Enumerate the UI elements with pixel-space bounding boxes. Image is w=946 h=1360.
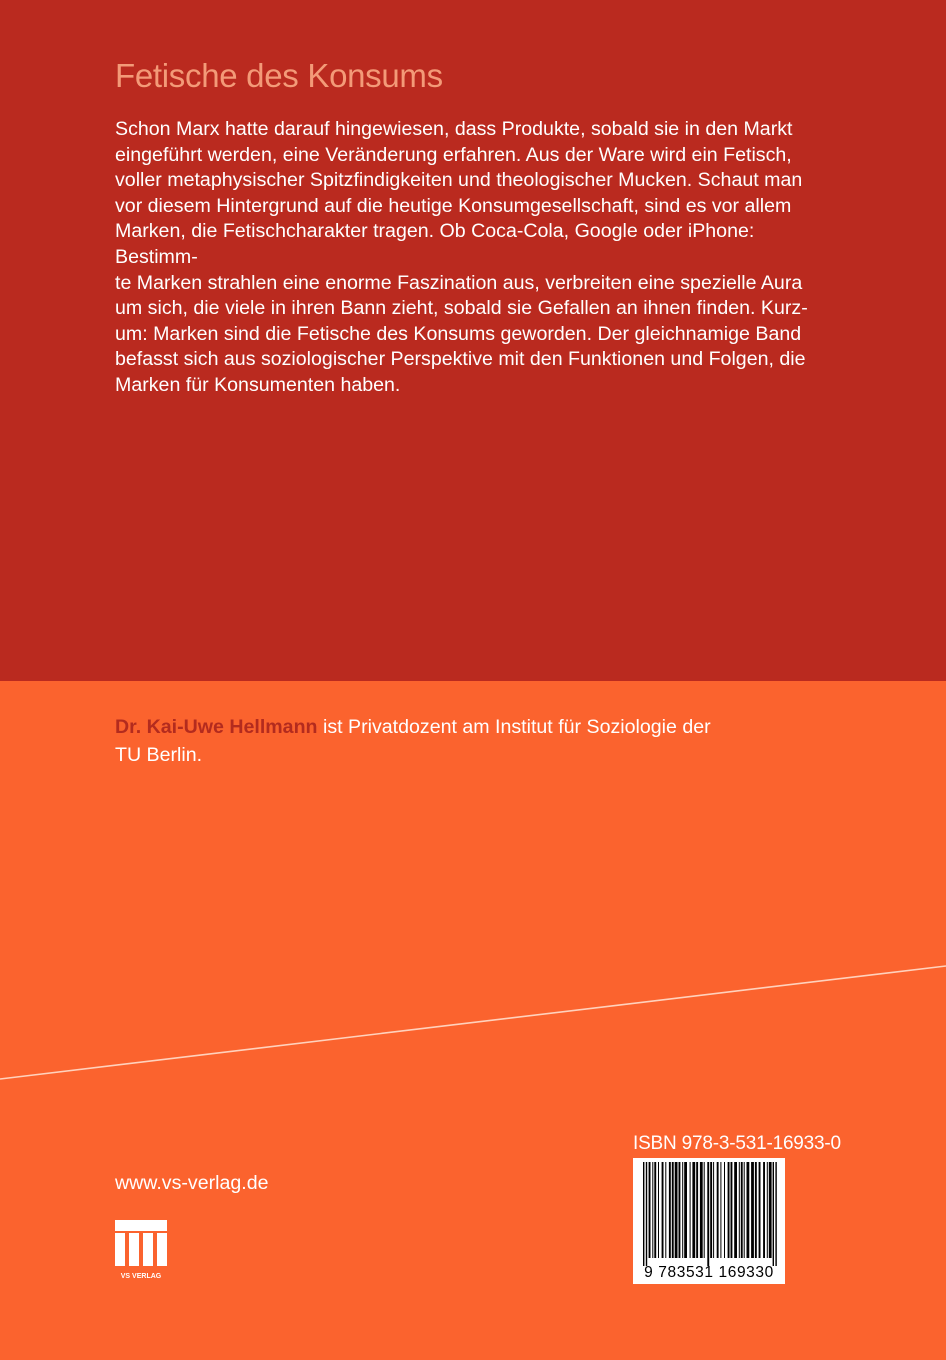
barcode-bar (769, 1162, 772, 1258)
barcode-bar (643, 1162, 644, 1266)
book-description: Schon Marx hatte darauf hingewiesen, dass Produkte, sobald sie in den Markt eingeführt werden, eine Veränderung erfahren. Aus der Ware wird ein Fetisch, voller metaphysischer Spitzfindigkeiten und theologischer Mucken. Schaut man vor diesem Hintergrund auf die heutige Konsumgesellschaft, sind es vor allem Marken, die Fetischcharakter tragen. Ob Coca-Cola, Google oder iPhone: Bestimm- te Marken strahlen eine enorme Faszination aus, verbreiten eine spezielle Aura um sich, die viele in ihren Bann zieht, sobald sie Gefallen an ihnen finden. Kurz- um: Marken sind die Fetische des Konsums geworden. Der gleichnamige Band befasst sich aus soziologischer Perspektive mit den Funktionen und Folgen, die Marken für Konsumenten haben. (115, 118, 808, 396)
barcode-bar (682, 1162, 683, 1258)
author-name: Dr. Kai-Uwe Hellmann (115, 716, 318, 738)
barcode-bar (658, 1162, 659, 1258)
publisher-website: www.vs-verlag.de (115, 1172, 269, 1194)
barcode-bar (717, 1162, 719, 1258)
barcode-bar (690, 1162, 691, 1258)
barcode-bar (652, 1162, 653, 1258)
vs-verlag-logo-text: VS VERLAG (120, 1273, 162, 1280)
barcode-bar (773, 1162, 774, 1266)
barcode-bar (684, 1162, 687, 1258)
isbn-label: ISBN 978-3-531-16933-0 (633, 1133, 841, 1154)
barcode-bar (775, 1162, 776, 1266)
barcode-bar (700, 1162, 703, 1258)
author-bio (115, 713, 815, 769)
barcode-bar (739, 1162, 740, 1258)
barcode-bar (696, 1162, 698, 1258)
barcode-bar (649, 1162, 651, 1258)
author-bio-text: ist Privatdozent am Institut für Soziologie der TU Berlin. (115, 716, 711, 766)
barcode-bar (662, 1162, 664, 1258)
barcode-bar (763, 1162, 765, 1258)
barcode-bar (669, 1162, 671, 1258)
barcode-bar (741, 1162, 743, 1258)
barcode-bar (755, 1162, 757, 1258)
isbn-barcode (633, 1158, 785, 1284)
barcode-digits: 9 783531 169330 (644, 1264, 774, 1281)
barcode-bar (665, 1162, 666, 1258)
vs-verlag-logo (115, 1220, 171, 1282)
diagonal-divider-line (0, 950, 946, 1090)
barcode-bar (759, 1162, 761, 1258)
barcode-bars (633, 1158, 785, 1266)
barcode-bar (707, 1162, 709, 1266)
barcode-bar (675, 1162, 678, 1258)
barcode-bar (744, 1162, 745, 1258)
barcode-bar (713, 1162, 714, 1258)
barcode-bar (646, 1162, 647, 1266)
book-title: Fetische des Konsums (115, 57, 443, 94)
barcode-bar (654, 1162, 656, 1258)
barcode-bar (767, 1162, 768, 1258)
barcode-bar (731, 1162, 733, 1258)
barcode-bar (692, 1162, 695, 1258)
barcode-bar (704, 1162, 705, 1258)
barcode-bar (728, 1162, 730, 1258)
barcode-bar (734, 1162, 737, 1258)
barcode-bar (751, 1162, 754, 1258)
barcode-bar (679, 1162, 681, 1258)
barcode-bar (720, 1162, 721, 1258)
barcode-bar (710, 1162, 712, 1258)
barcode-bar (672, 1162, 674, 1258)
barcode-bar (747, 1162, 750, 1258)
barcode-bar (724, 1162, 725, 1258)
